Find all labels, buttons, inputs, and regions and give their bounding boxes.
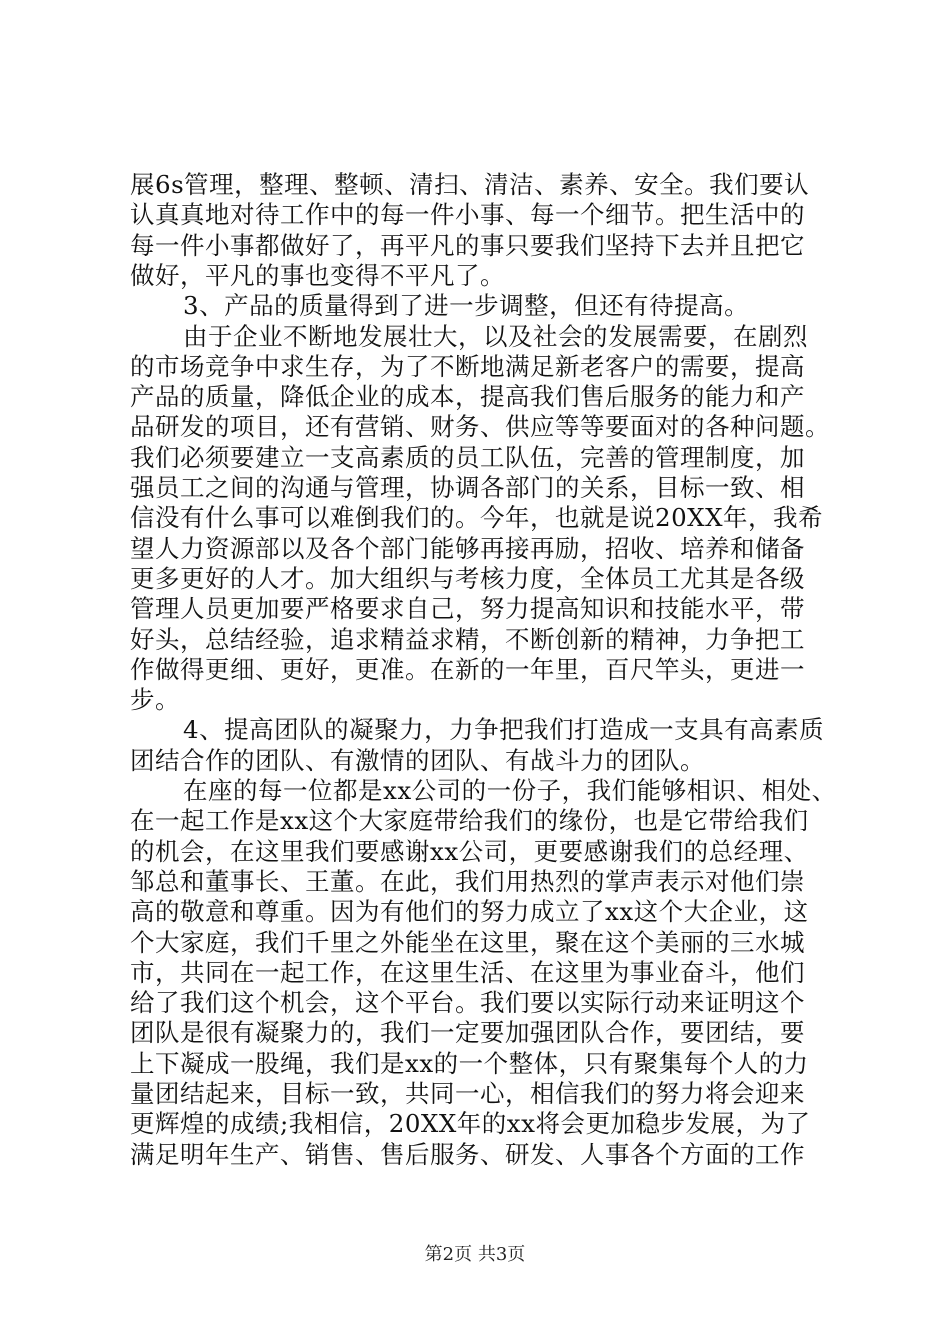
text-line: 更多更好的人才。加大组织与考核力度，全体员工尤其是各级 xyxy=(130,564,805,593)
text-line: 团结合作的团队、有激情的团队、有战斗力的团队。 xyxy=(130,746,705,775)
text-line: 产品的质量，降低企业的成本，提高我们售后服务的能力和产 xyxy=(130,382,805,411)
text-line: 信没有什么事可以难倒我们的。今年，也就是说20XX年，我希 xyxy=(130,503,824,532)
text-line: 更辉煌的成绩;我相信，20XX年的xx将会更加稳步发展，为了 xyxy=(130,1109,811,1138)
text-line: 步。 xyxy=(130,685,180,714)
text-line: 每一件小事都做好了，再平凡的事只要我们坚持下去并且把它 xyxy=(130,231,805,260)
text-line: 上下凝成一股绳，我们是xx的一个整体，只有聚集每个人的力 xyxy=(130,1049,809,1078)
page-number-footer: 第2页 共3页 xyxy=(424,1244,526,1265)
text-line: 在座的每一位都是xx公司的一份子，我们能够相识、相处、 xyxy=(183,776,837,805)
text-line: 团队是很有凝聚力的，我们一定要加强团队合作，要团结，要 xyxy=(130,1018,805,1047)
text-line: 品研发的项目，还有营销、财务、供应等等要面对的各种问题。 xyxy=(130,412,830,441)
section-heading: 4、提高团队的凝聚力，力争把我们打造成一支具有高素质 xyxy=(183,715,825,744)
text-line: 强员工之间的沟通与管理，协调各部门的关系，目标一致、相 xyxy=(130,473,805,502)
text-line: 展6s管理，整理、整顿、清扫、清洁、素养、安全。我们要认 xyxy=(130,170,810,199)
section-heading: 3、产品的质量得到了进一步调整，但还有待提高。 xyxy=(183,291,750,320)
text-line: 市，共同在一起工作，在这里生活、在这里为事业奋斗，他们 xyxy=(130,958,805,987)
text-line: 做好，平凡的事也变得不平凡了。 xyxy=(130,261,505,290)
text-line: 的市场竞争中求生存，为了不断地满足新老客户的需要，提高 xyxy=(130,352,805,381)
text-line: 由于企业不断地发展壮大，以及社会的发展需要，在剧烈 xyxy=(183,322,808,351)
text-line: 高的敬意和尊重。因为有他们的努力成立了xx这个大企业，这 xyxy=(130,897,809,926)
text-line: 作做得更细、更好，更准。在新的一年里，百尺竿头，更进一 xyxy=(130,655,805,684)
text-line: 给了我们这个机会，这个平台。我们要以实际行动来证明这个 xyxy=(130,988,805,1017)
text-line: 的机会，在这里我们要感谢xx公司，更要感谢我们的总经理、 xyxy=(130,837,809,866)
text-line: 望人力资源部以及各个部门能够再接再励，招收、培养和储备 xyxy=(130,534,805,563)
text-line: 个大家庭，我们千里之外能坐在这里，聚在这个美丽的三水城 xyxy=(130,928,805,957)
text-line: 满足明年生产、销售、售后服务、研发、人事各个方面的工作 xyxy=(130,1140,805,1169)
text-line: 管理人员更加要严格要求自己，努力提高知识和技能水平，带 xyxy=(130,594,805,623)
text-line: 量团结起来，目标一致，共同一心，相信我们的努力将会迎来 xyxy=(130,1079,805,1108)
text-line: 在一起工作是xx这个大家庭带给我们的缘份，也是它带给我们 xyxy=(130,806,809,835)
text-line: 好头，总结经验，追求精益求精，不断创新的精神，力争把工 xyxy=(130,625,805,654)
text-line: 我们必须要建立一支高素质的员工队伍，完善的管理制度，加 xyxy=(130,443,805,472)
text-line: 认真真地对待工作中的每一件小事、每一个细节。把生活中的 xyxy=(130,200,805,229)
text-line: 邹总和董事长、王董。在此，我们用热烈的掌声表示对他们崇 xyxy=(130,867,805,896)
